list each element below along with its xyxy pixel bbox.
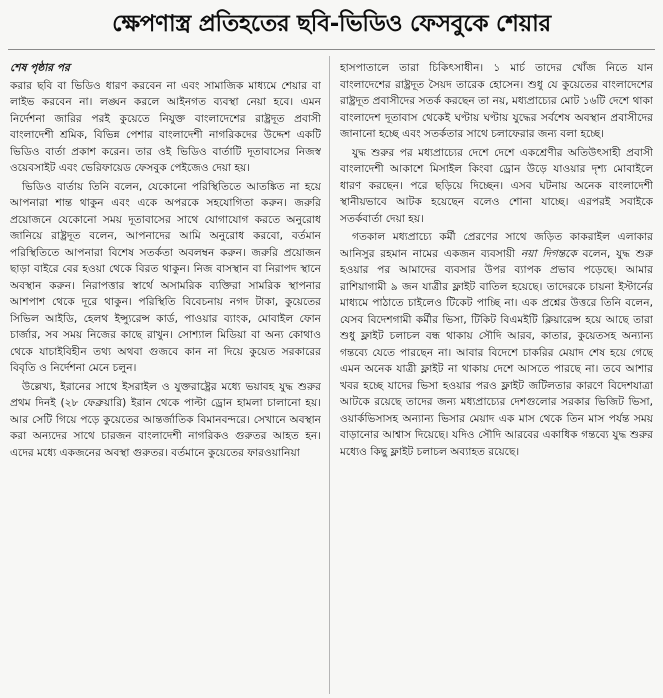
left-paragraph-3: উল্লেখ্য, ইরানের সাথে ইসরাইল ও যুক্তরাষ্ট্রের মধ্যে ভয়াবহ যুদ্ধ শুরুর প্রথম দিনই (২৮ ফেব্রুয়ারি) ইরান থেকে পাল্টা ড্রোন হামলা চালানো হয়। আর সেটি গিয়ে পড়ে কুয়েতের আন্তর্জাতিক বিমানবন্দরে। সেখানে অবস্থান করা অন্যদের সাথে চারজন বাংলাদেশী নাগরিকও গুরুতর আহত হন। এদের মধ্যে একজনের অবস্থা গুরুতর। বর্তমানে কুয়েতের ফারওয়ানিয়া [10, 380, 321, 459]
right-paragraph-3 [340, 229, 653, 460]
right-paragraph-1: হাসপাতালে তারা চিকিৎসাধীন। ১ মার্চ তাদের খোঁজ নিতে যান বাংলাদেশের রাষ্ট্রদূত সৈয়দ তারেক হোসেন। শুধু যে কুয়েতের বাংলাদেশের রাষ্ট্রদূত প্রবাসীদের সতর্ক করছেন তা নয়, মধ্যপ্রাচ্যের মোট ১৬টি দেশে থাকা বাংলাদেশ দূতাবাস থেকেই ঘণ্টায় ঘণ্টায় যুদ্ধের সর্বশেষ অবস্থান প্রবাসীদের জানানো হচ্ছে এবং সতর্কতার সাথে চলাফেরার জন্য বলা হচ্ছে। [340, 62, 653, 140]
article-headline: ক্ষেপণাস্ত্র প্রতিহতের ছবি-ভিডিও ফেসবুকে শেয়ার [112, 10, 551, 37]
right-paragraph-3-lead: গতকাল মধ্যপ্রাচ্যে কর্মী প্রেরণের সাথে জড়িত কাকরাইল এলাকার আনিসুর রহমান নামের একজন ব্যবসায়ী [340, 231, 653, 260]
left-column [10, 60, 321, 694]
column-divider [329, 56, 330, 694]
newspaper-name: নয়া দিগন্তকে [520, 247, 577, 260]
left-paragraph-1: করার ছবি বা ভিডিও ধারণ করবেন না এবং সামাজিক মাধ্যমে শেয়ার বা লাইভ করবেন না। লঙ্ঘন করলে আইনগত ব্যবস্থা নেয়া হবে। এমন নির্দেশনা জারির পরই কুয়েতে নিযুক্ত বাংলাদেশের রাষ্ট্রদূত প্রবাসী বাংলাদেশী শ্রমিক, বিভিন্ন পেশার বাংলাদেশী নাগরিকদের উদ্দেশ একটি ভিডিও বার্তা প্রকাশ করেন। তার ওই ভিডিও বার্তাটি দূতাবাসের নিজস্ব ওয়েবসাইট এবং ভেরিফায়েড ফেসবুক পেইজেও দেয়া হয়। [10, 79, 321, 174]
continuation-label: শেষ পৃষ্ঠার পর [10, 62, 70, 74]
right-column [340, 60, 653, 694]
headline-rule [8, 49, 655, 50]
right-paragraph-3-body: বলেন, যুদ্ধ শুরু হওয়ার পর আমাদের ব্যবসার উপর ব্যাপক প্রভাব পড়েছে। আমার রাশিয়াগামী ৯ জন যাত্রীর ফ্লাইট বাতিল হয়েছে। তাদেরকে চায়না ইস্টার্নের মাধ্যমে পাঠাতে চাইলেও টিকেট পাচ্ছি না। এক প্রশ্নের উত্তরে তিনি বলেন, যেসব বিদেশগামী কর্মীর ভিসা, টিকিট বিএমইটি ক্লিয়ারেন্স হয়ে আছে তারা শুধু ফ্লাইট চলাচল বন্ধ থাকায় সৌদি আরব, কাতার, কুয়েতসহ অন্যান্য গন্তব্যে যেতে পারছেন না। আবার বিদেশে চাকরির মেয়াদ শেষ হয়ে গেছে এমন অনেক যাত্রী ফ্লাইট না থাকায় দেশে আসতে পারছে না। তবে আশার খবর হচ্ছে যাদের ভিসা হওয়ার পরও ফ্লাইট জটিলতার কারণে বিদেশযাত্রা আটকে রয়েছে তাদের জন্য মধ্যপ্রাচ্যের দেশগুলোর সরকার ভিজিট ভিসা, ওয়ার্কভিসাসহ অন্যান্য ভিসার মেয়াদ এক মাস থেকে তিন মাস পর্যন্ত সময় বাড়ানোর আশ্বাস দিয়েছে। যদিও সৌদি আরবের একাধিক গন্তব্যে যুদ্ধ শুরুর মধ্যেও কিছু ফ্লাইট চলাচল অব্যাহত রয়েছে। [340, 247, 653, 458]
left-paragraph-2: ভিডিও বার্তায় তিনি বলেন, যেকোনো পরিস্থিতিতে আতঙ্কিত না হয়ে আপনারা শান্ত থাকুন এবং একে অপরকে সহযোগিতা করুন। জরুরি প্রয়োজনে যেকোনো সময় দূতাবাসের সাথে যোগাযোগ করতে অনুরোধ জানিয়ে রাষ্ট্রদূত বলেন, আপনাদের আমি অনুরোধ করবো, বর্তমান পরিস্থিতিতে আপনারা বিশেষ সতর্কতা অবলম্বন করুন। জরুরি প্রয়োজন ছাড়া বাইরে বের হওয়া থেকে বিরত থাকুন। নিজ বাসস্থান বা নিরাপদ স্থানে অবস্থান করুন। নিরাপত্তার স্বার্থে অসামরিক ব্যক্তিরা সামরিক স্থাপনার আশপাশ থেকে দূরে থাকুন। পরিস্থিতি বিবেচনায় নগদ টাকা, কুয়েতের সিভিল আইডি, হেলথ ইন্স্যুরেন্স কার্ড, পাওয়ার ব্যাংক, মোবাইল ফোন চার্জার, সব সময় নিজের কাছে রাখুন। সোশ্যাল মিডিয়া বা অন্য কোথাও থেকে যাচাইবিহীন তথ্য অথবা গুজবে কান না দিয়ে কুয়েত সরকারের বিবৃতি ও নির্দেশনা মেনে চলুন। [10, 180, 321, 374]
right-paragraph-2: যুদ্ধ শুরুর পর মধ্যপ্রাচ্যের দেশে দেশে একশ্রেণীর অতিউৎসাহী প্রবাসী বাংলাদেশী আকাশে মিসাইল কিংবা ড্রোন উড়ে যাওয়ার দৃশ্য মোবাইলে ধারণ করছেন। পরে ছড়িয়ে দিচ্ছেন। এসব ঘটনায় অনেক বাংলাদেশী স্থানীয়ভাবে আটক হয়েছেন বলেও শোনা যাচ্ছে। এরপরই সবাইকে সতর্কবার্তা দেয়া হয়। [340, 146, 653, 225]
